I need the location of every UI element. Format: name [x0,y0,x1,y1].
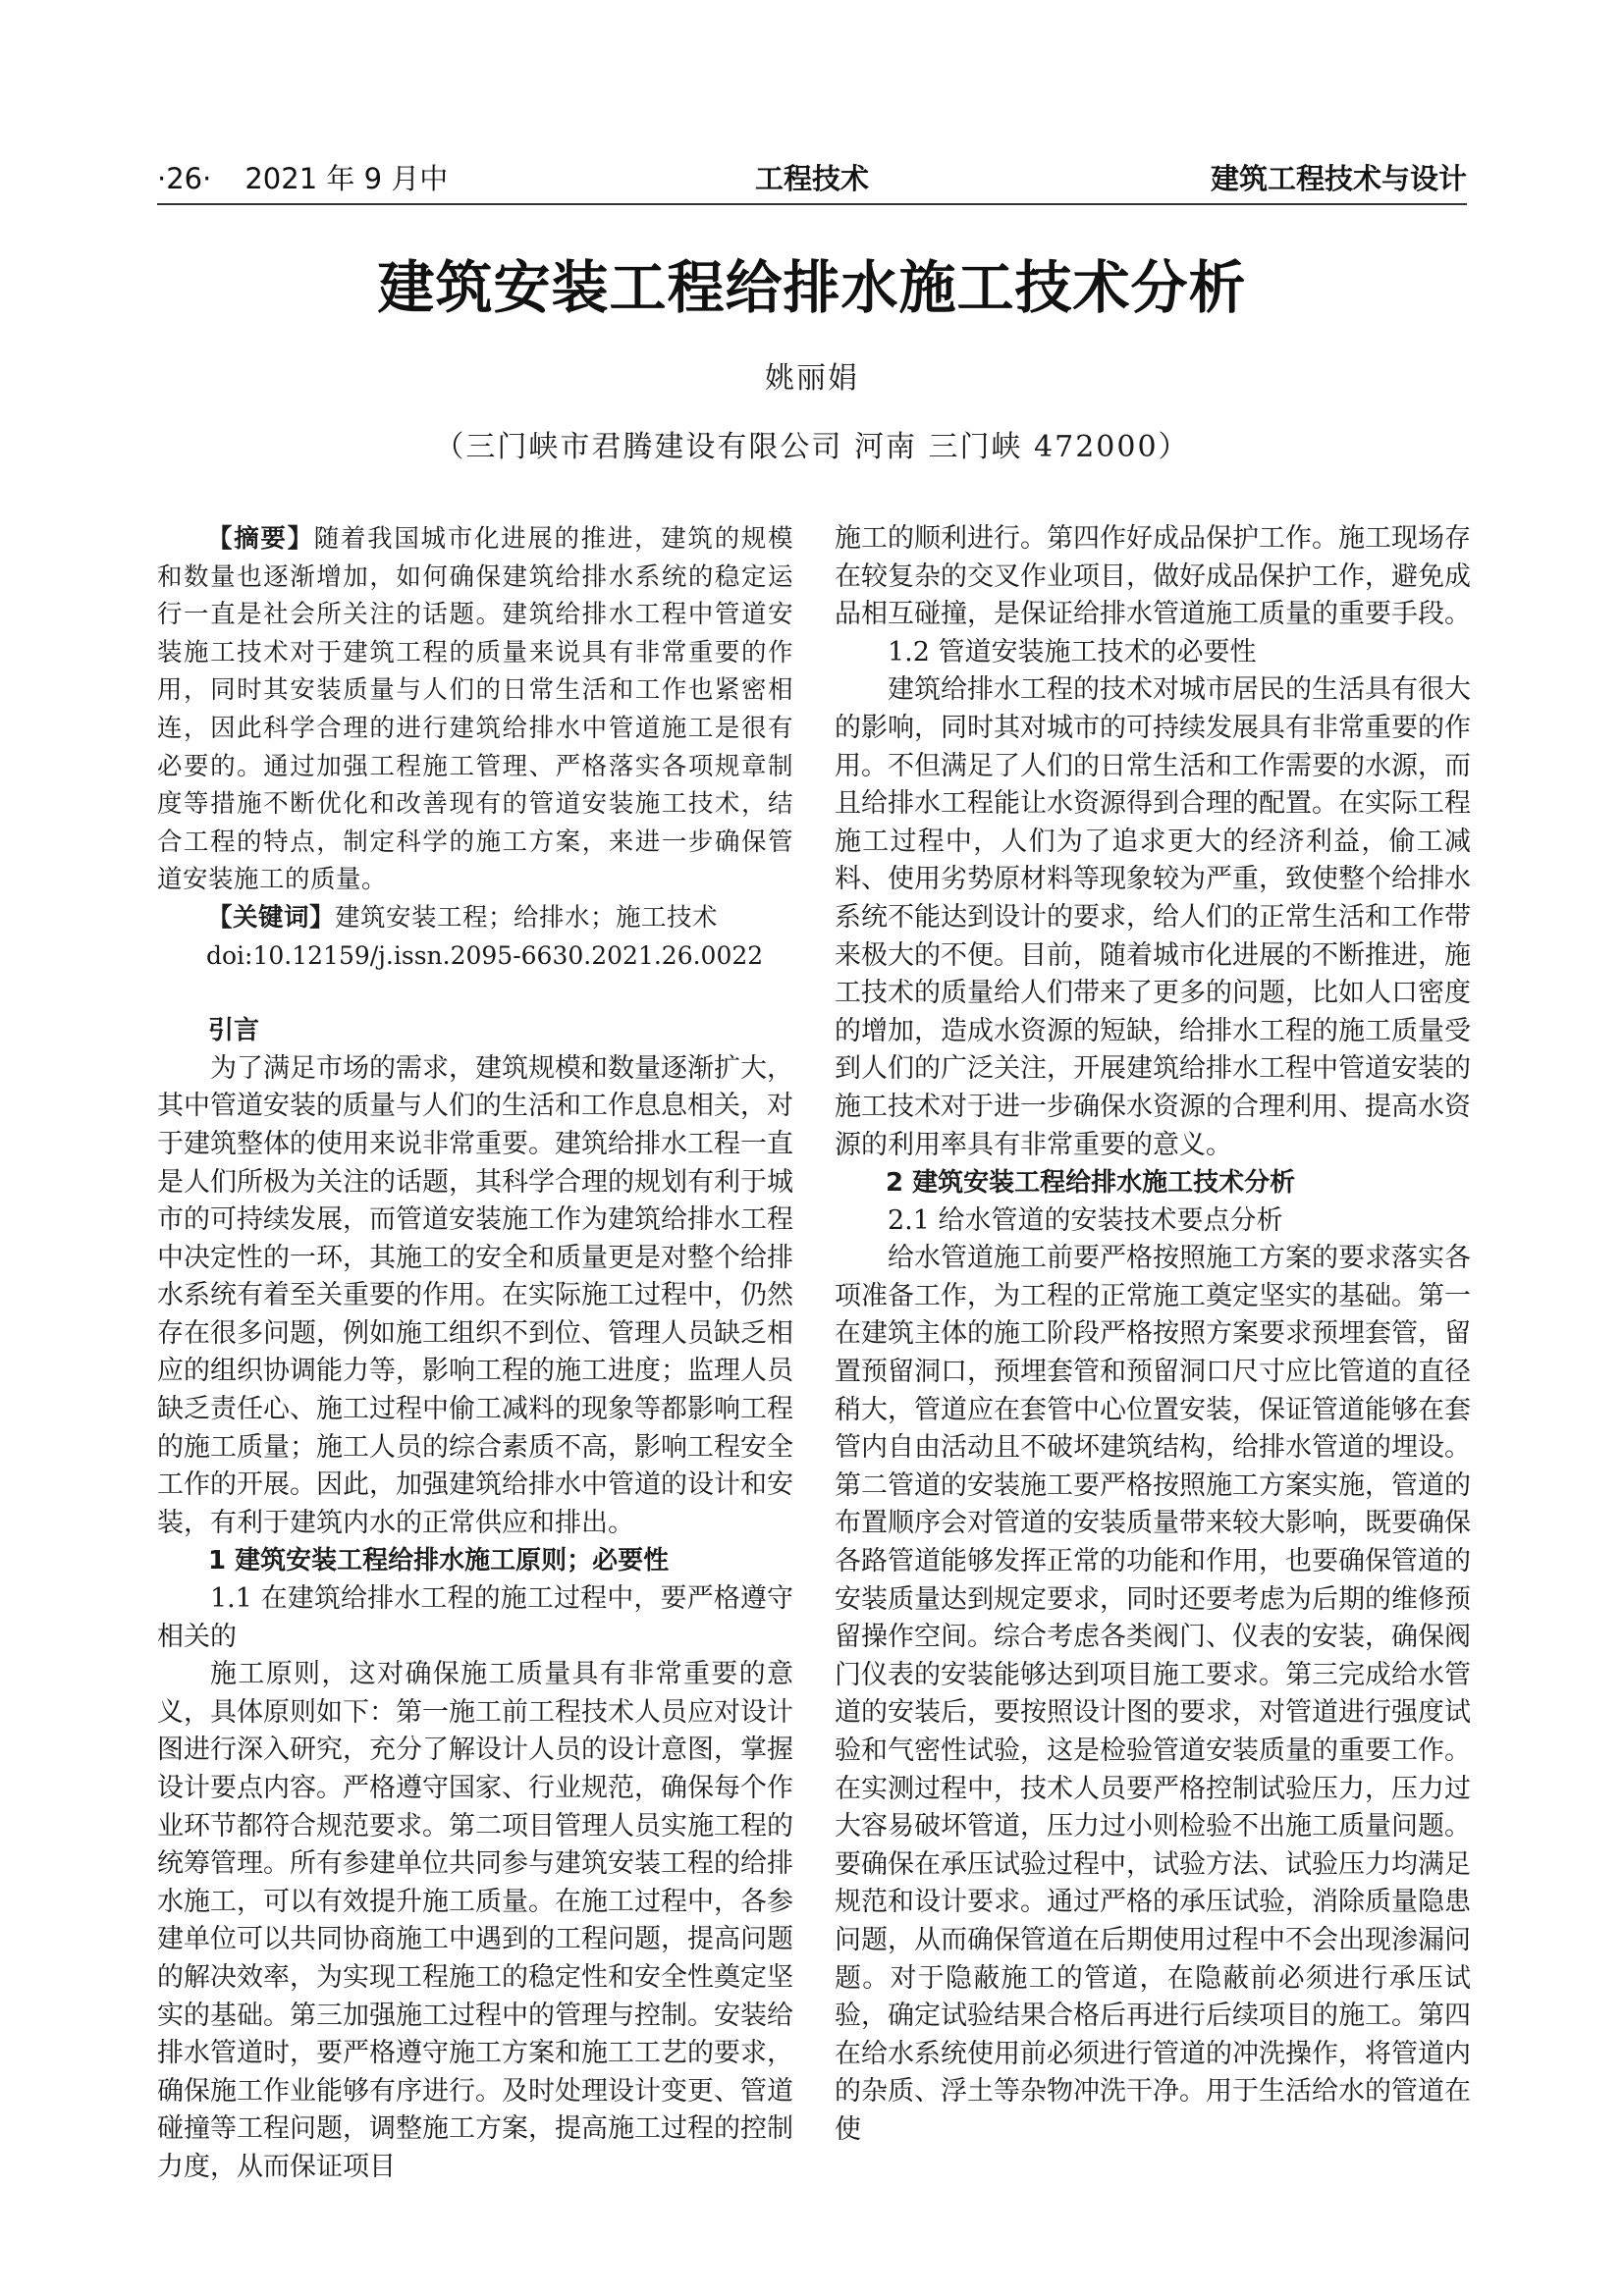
spacer [157,975,793,1012]
abstract-block [157,520,793,937]
continuation-paragraph: 施工的顺利进行。第四作好成品保护工作。施工现场存在较复杂的交叉作业项目，做好成品保护工作，避免成品相互碰撞，是保证给排水管道施工质量的重要手段。 [835,523,1471,630]
journal-name: 工程技术 [754,162,869,195]
running-header [157,157,1467,200]
section-2-heading: 2 建筑安装工程给排水施工技术分析 [886,1168,1296,1199]
article-title: 建筑安装工程给排水施工技术分析 [377,254,1247,321]
article-author: 姚丽娟 [765,361,859,396]
author-affiliation: （三门峡市君腾建设有限公司 河南 三门峡 472000） [434,430,1190,464]
section-2-1-paragraph: 给水管道施工前要严格按照施工方案的要求落实各项准备工作，为工程的正常施工奠定坚实的基础。第一在建筑主体的施工阶段严格按照方案要求预埋套管，留置预留洞口，预埋套管和预留洞口尺寸应比管道的直径稍大，管道应在套管中心位置安装，保证管道能够在套管内自由活动且不破坏建筑结构，给排水管道的埋设。第二管道的安装施工要严格按照施工方案实施，管道的布置顺序会对管道的安装质量带来较大影响，既要确保各路管道能够发挥正常的功能和作用，也要确保管道的安装质量达到规定要求，同时还要考虑为后期的维修预留操作空间。综合考虑各类阀门、仪表的安装，确保阀门仪表的安装能够达到项目施工要求。第三完成给水管道的安装后，要按照设计图的要求，对管道进行强度试验和气密性试验，这是检验管道安装质量的重要工作。在实测过程中，技术人员要严格控制试验压力，压力过大容易破坏管道，压力过小则检验不出施工质量问题。要确保在承压试验过程中，试验方法、试验压力均满足规范和设计要求。通过严格的承压试验，消除质量隐患问题，从而确保管道在后期使用过程中不会出现渗漏问题。对于隐蔽施工的管道，在隐蔽前必须进行承压试验，确定试验结果合格后再进行后续项目的施工。第四在给水系统使用前必须进行管道的冲洗操作，将管道内的杂质、浮土等杂物冲洗干净。用于生活给水的管道在使 [835,1243,1471,2145]
left-column [157,520,793,2187]
section-1-1-heading: 1.1 在建筑给排水工程的施工过程中，要严格遵守相关的 [157,1583,793,1652]
abstract-label: 【摘要】 [207,524,314,554]
header-rule [157,203,1467,205]
keywords-text: 建筑安装工程；给排水；施工技术 [335,902,719,933]
keywords-paragraph [157,899,793,937]
right-column [835,520,1471,2150]
intro-paragraph: 为了满足市场的需求，建筑规模和数量逐渐扩大，其中管道安装的质量与人们的生活和工作息息相关，对于建筑整体的使用来说非常重要。建筑给排水工程一直是人们所极为关注的话题，其科学合理的规划有利于城市的可持续发展，而管道安装施工作为建筑给排水工程中决定性的一环，其施工的安全和质量更是对整个给排水系统有着至关重要的作用。在实际施工过程中，仍然存在很多问题，例如施工组织不到位、管理人员缺乏相应的组织协调能力等，影响工程的施工进度；监理人员缺乏责任心、施工过程中偷工减料的现象等都影响工程的施工质量；施工人员的综合素质不高，影响工程安全工作的开展。因此，加强建筑给排水中管道的设计和安装，有利于建筑内水的正常供应和排出。 [157,1052,793,1538]
section-1-heading: 1 建筑安装工程给排水施工原则；必要性 [208,1546,670,1576]
section-1-1-paragraph: 施工原则，这对确保施工质量具有非常重要的意义，具体原则如下：第一施工前工程技术人员应对设计图进行深入研究，充分了解设计人员的设计意图，掌握设计要点内容。严格遵守国家、行业规范，确保每个作业环节都符合规范要求。第二项目管理人员实施工程的统筹管理。所有参建单位共同参与建筑安装工程的给排水施工，可以有效提升施工质量。在施工过程中，各参建单位可以共同协商施工中遇到的工程问题，提高问题的解决效率，为实现工程施工的稳定性和安全性奠定坚实的基础。第三加强施工过程中的管理与控制。安装给排水管道时，要严格遵守施工方案和施工工艺的要求，确保施工作业能够有序进行。及时处理设计变更、管道碰撞等工程问题，调整施工方案，提高施工过程的控制力度，从而保证项目 [157,1659,793,2182]
intro-heading: 引言 [208,1016,260,1046]
doi: doi:10.12159/j.issn.2095-6630.2021.26.0022 [206,940,764,970]
section-1-2-paragraph: 建筑给排水工程的技术对城市居民的生活具有很大的影响，同时其对城市的可持续发展具有非常重要的作用。不但满足了人们的日常生活和工作需要的水源，而且给排水工程能让水资源得到合理的配置。在实际工程施工过程中，人们为了追求更大的经济利益，偷工减料、使用劣势原材料等现象较为严重，致使整个给排水系统不能达到设计的要求，给人们的正常生活和工作带来极大的不便。目前，随着城市化进展的不断推进，施工技术的质量给人们带来了更多的问题，比如人口密度的增加，造成水资源的短缺，给排水工程的施工质量受到人们的广泛关注，开展建筑给排水工程中管道安装的施工技术对于进一步确保水资源的合理利用、提高水资源的利用率具有非常重要的意义。 [835,674,1471,1160]
section-2-1-heading: 2.1 给水管道的安装技术要点分析 [888,1204,1283,1236]
keywords-label: 【关键词】 [207,902,336,933]
abstract-text: 随着我国城市化进展的推进，建筑的规模和数量也逐渐增加，如何确保建筑给排水系统的稳定运行一直是社会所关注的话题。建筑给排水工程中管道安装施工技术对于建筑工程的质量来说具有非常重要的作用，同时其安装质量与人们的日常生活和工作也紧密相连，因此科学合理的进行建筑给排水中管道施工是很有必要的。通过加强工程施工管理、严格落实各项规章制度等措施不断优化和改善现有的管道安装施工技术，结合工程的特点，制定科学的施工方案，来进一步确保管道安装施工的质量。 [157,524,793,895]
section-name: 建筑工程技术与设计 [1210,162,1467,195]
page-number: ·26· [157,162,212,195]
section-1-2-heading: 1.2 管道安装施工技术的必要性 [888,636,1257,667]
issue-date: 2021 年 9 月中 [244,162,449,195]
abstract-paragraph [157,520,793,899]
